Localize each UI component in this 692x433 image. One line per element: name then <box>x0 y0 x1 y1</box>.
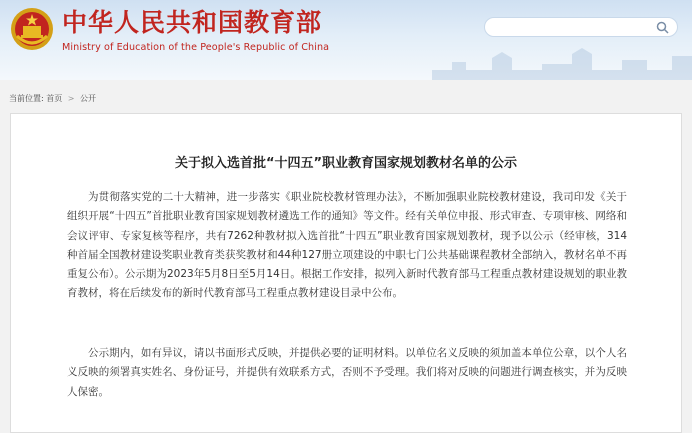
breadcrumb <box>9 93 96 104</box>
site-title[interactable]: 中华人民共和国教育部 <box>62 8 323 37</box>
site-header <box>0 0 692 80</box>
article-panel <box>10 113 682 433</box>
search-input[interactable] <box>495 20 645 34</box>
breadcrumb-public-link[interactable]: 公开 <box>80 94 97 103</box>
breadcrumb-home-link[interactable]: 首页 <box>46 94 63 103</box>
search-box <box>484 17 678 37</box>
article-paragraph: 公示期内，如有异议，请以书面形式反映，并提供必要的证明材料。以单位名义反映的须加盖本单位公章，以个人名义反映的须署真实姓名、身份证号，并提供有效联系方式，否则不予受理。我们将对反映的问题进行调查核实，并为反映人保密。 <box>67 347 627 398</box>
article-title: 关于拟入选首批“十四五”职业教育国家规划教材名单的公示 <box>174 156 518 171</box>
article-paragraph: 为贯彻落实党的二十大精神，进一步落实《职业院校教材管理办法》，不断加强职业院校教材建设，我司印发《关于组织开展“十四五”首批职业教育国家规划教材遴选工作的通知》等文件。经有关单位申报、形式审查、专项审核、网络和会议评审、专家复核等程序，共有7262种教材拟入选首批“十四五”职业教育国家规划教材，现予以公示（经审核，314种首届全国教材建设奖职业教育类获奖教材和44种127册立项建设的中职七门公共基础课程教材全部纳入，教材名单不再重复公布）。公示期为2023年5月8日至5月14日。根据工作安排，拟列入新时代教育部马工程重点教材建设规划的职业教育教材，将在后续发布的新时代教育部马工程重点教材建设目录中公布。 <box>67 191 627 300</box>
national-emblem-icon[interactable] <box>9 6 55 52</box>
breadcrumb-separator: > <box>67 94 75 103</box>
skyline-decoration <box>432 40 692 80</box>
breadcrumb-prefix: 当前位置: <box>9 94 44 103</box>
site-title-english: Ministry of Education of the People's Republic of China <box>62 42 330 53</box>
search-icon[interactable] <box>656 21 669 34</box>
